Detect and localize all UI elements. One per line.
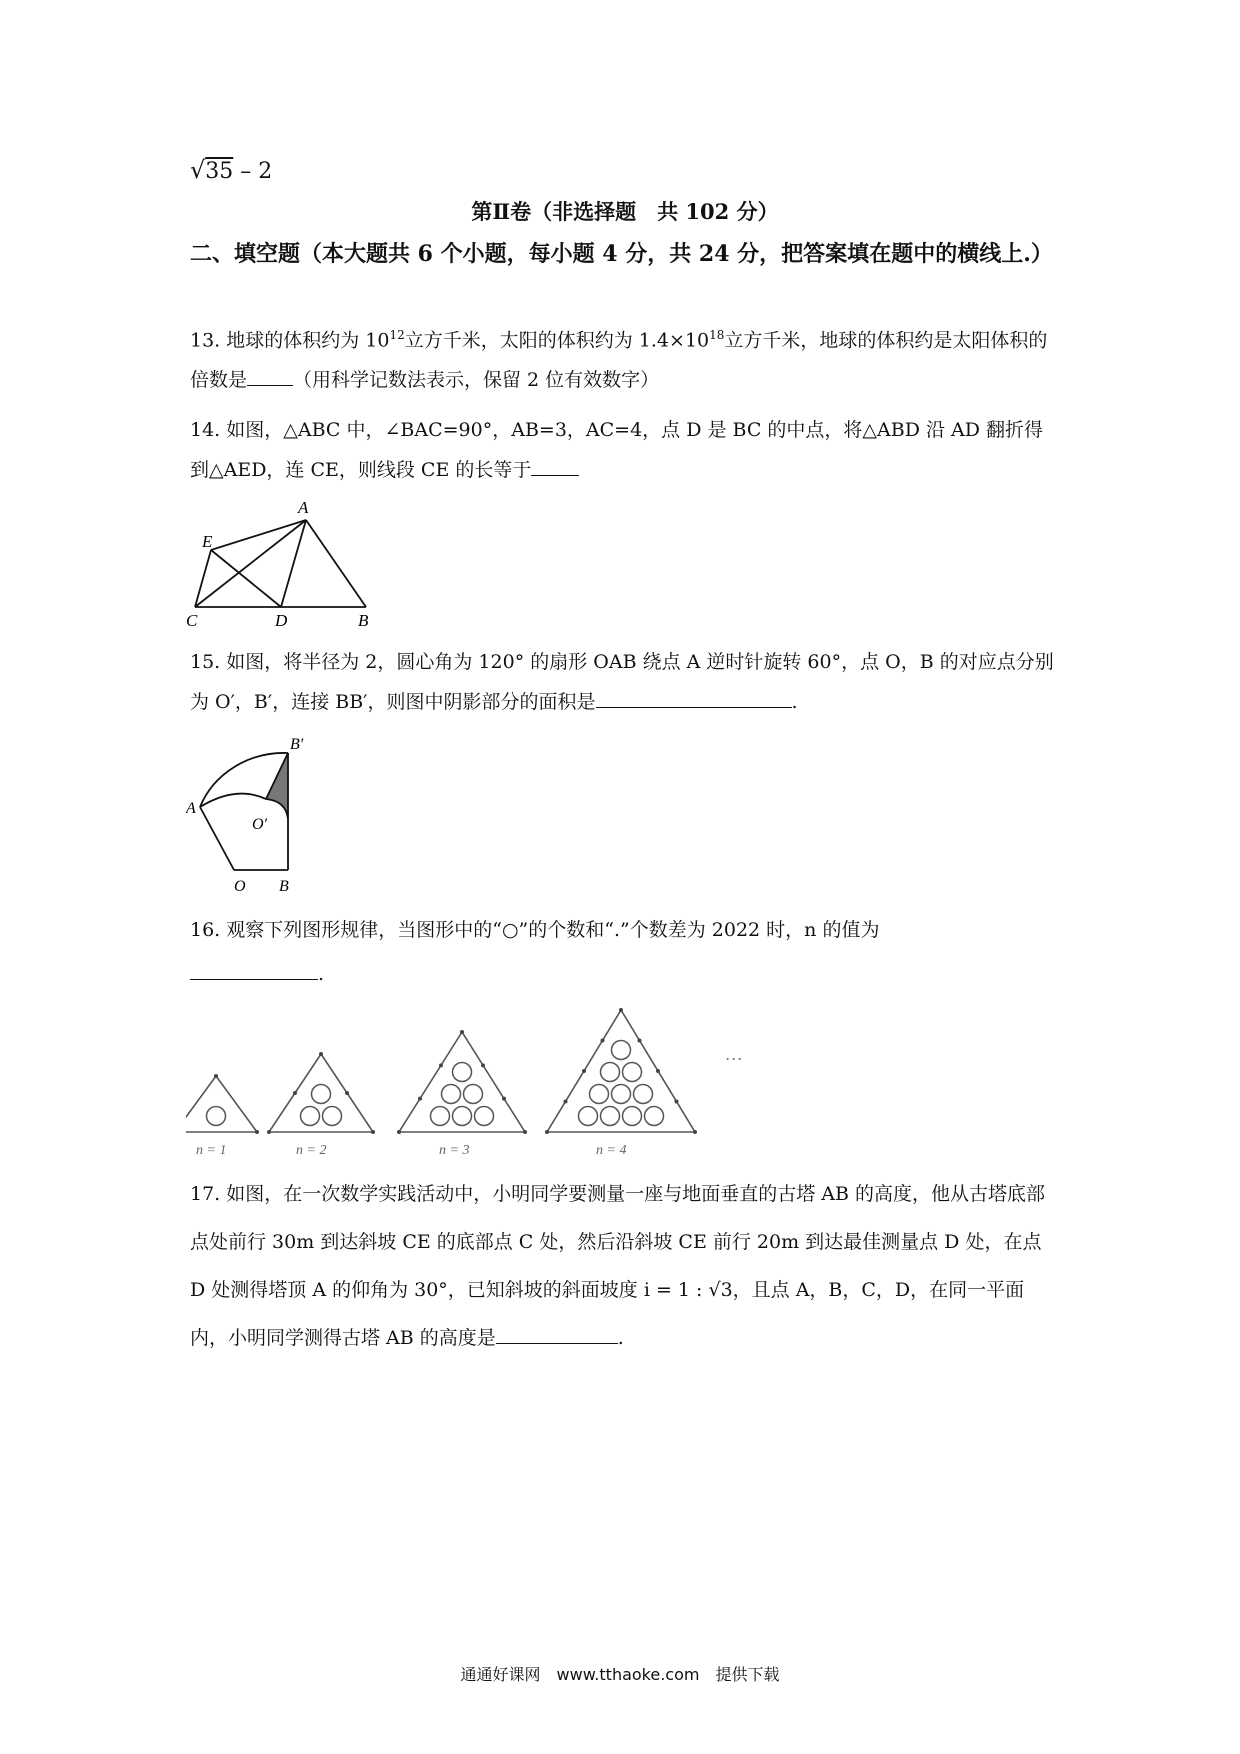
- pattern-dot: [255, 1130, 259, 1134]
- q13-text-4: （用科学记数法表示，保留 2 位有效数字）: [293, 369, 660, 392]
- pattern-dot: [267, 1130, 271, 1134]
- pattern-triangle-2: [269, 1054, 373, 1132]
- question-15: [190, 642, 1060, 722]
- label-D: D: [275, 611, 288, 630]
- q15-answer-blank[interactable]: [596, 689, 792, 708]
- pattern-circle: [579, 1107, 598, 1126]
- pattern-dot: [693, 1130, 697, 1134]
- question-16: [190, 908, 1060, 996]
- q16-text: 16. 观察下列图形规律，当图形中的“○”的个数和“.”个数差为 2022 时，n 的值为: [190, 919, 880, 941]
- label-A: A: [298, 498, 309, 517]
- label-B: B: [279, 878, 289, 895]
- pattern-dot: [619, 1008, 623, 1012]
- q13-answer-blank[interactable]: [247, 367, 293, 386]
- label-n3: n = 3: [439, 1143, 470, 1158]
- q14-figure: [186, 492, 396, 632]
- pattern-dot: [293, 1091, 297, 1095]
- q13-exp-1: 12: [389, 328, 405, 342]
- q13-exp-2: 18: [709, 328, 725, 342]
- pattern-dot: [675, 1100, 679, 1104]
- q15-tail: .: [791, 691, 798, 713]
- question-13: [190, 315, 1060, 400]
- prev-answer: √35 – 2: [190, 156, 273, 184]
- pattern-circle: [301, 1107, 320, 1126]
- pattern-dot: [418, 1097, 422, 1101]
- pattern-circle: [475, 1107, 494, 1126]
- pattern-dot: [523, 1130, 527, 1134]
- pattern-circle: [453, 1063, 472, 1082]
- label-B: B: [358, 611, 369, 630]
- label-A: A: [186, 800, 196, 817]
- pattern-dot: [345, 1091, 349, 1095]
- footer-credit: 通通好课网 www.tthaoke.com 提供下载: [460, 1665, 780, 1684]
- pattern-dot: [638, 1039, 642, 1043]
- pattern-circle: [312, 1085, 331, 1104]
- q16-tail: .: [318, 963, 325, 985]
- label-C: C: [186, 611, 198, 630]
- label-O: O: [234, 878, 246, 895]
- pattern-circle: [464, 1085, 483, 1104]
- pattern-circle: [634, 1085, 653, 1104]
- pattern-circle: [590, 1085, 609, 1104]
- pattern-circle: [601, 1107, 620, 1126]
- pattern-dot: [502, 1097, 506, 1101]
- pattern-dot: [656, 1069, 660, 1073]
- pattern-circle: [612, 1085, 631, 1104]
- pattern-dot: [564, 1100, 568, 1104]
- q13-text-1: 13. 地球的体积约为 10: [190, 329, 390, 352]
- pattern-triangle-4: [547, 1010, 695, 1132]
- q14-answer-blank[interactable]: [531, 457, 579, 476]
- radicand: 35: [205, 159, 234, 184]
- pattern-dot: [601, 1039, 605, 1043]
- pattern-circle: [623, 1063, 642, 1082]
- pattern-circle: [453, 1107, 472, 1126]
- question-17: [190, 1170, 1060, 1362]
- label-O-prime: O′: [252, 816, 268, 833]
- q15-text: 15. 如图，将半径为 2，圆心角为 120° 的扇形 OAB 绕点 A 逆时针旋转 60°，点 O，B 的对应点分别为 O′，B′，连接 BB′，则图中阴影部分的面积是: [190, 651, 1054, 713]
- label-n4: n = 4: [596, 1143, 627, 1158]
- section-title: 第Ⅱ卷（非选择题 共 102 分）: [471, 199, 779, 224]
- pattern-dot: [481, 1063, 485, 1067]
- q17-tail: .: [617, 1327, 624, 1349]
- pattern-dot: [439, 1063, 443, 1067]
- pattern-dot: [371, 1130, 375, 1134]
- pattern-dot: [397, 1130, 401, 1134]
- label-n1: n = 1: [196, 1143, 227, 1158]
- q15-figure: [186, 725, 346, 895]
- q17-answer-blank[interactable]: [496, 1325, 618, 1344]
- q13-text-2: 立方千米，太阳的体积约为 1.4×10: [404, 329, 710, 352]
- prev-answer-rest: – 2: [233, 159, 273, 184]
- q13-text-3: 立方千米，地球的体积约是太阳体积的倍数是: [190, 329, 1048, 392]
- pattern-circle: [623, 1107, 642, 1126]
- pattern-dot: [319, 1052, 323, 1056]
- label-B-prime: B′: [290, 736, 304, 753]
- q17-text: 17. 如图，在一次数学实践活动中，小明同学要测量一座与地面垂直的古塔 AB 的高度，他从古塔底部点处前行 30m 到达斜坡 CE 的底部点 C 处，然后沿斜坡 CE 前行 20m 到达最佳测量点 D 处，在点 D 处测得塔顶 A 的仰角为 30°，已知斜坡的斜面坡度 i = 1 : √3，且点 A，B，C，D，在同一平面内，小明同学测得古塔 AB 的高度是: [190, 1183, 1046, 1349]
- label-E: E: [202, 532, 213, 551]
- pattern-circle: [612, 1041, 631, 1060]
- q16-answer-blank[interactable]: [190, 961, 318, 980]
- pattern-circle: [431, 1107, 450, 1126]
- question-14: [190, 410, 1060, 490]
- pattern-circle: [323, 1107, 342, 1126]
- pattern-dot: [460, 1030, 464, 1034]
- pattern-circle: [601, 1063, 620, 1082]
- part2-heading: 二、填空题（本大题共 6 个小题，每小题 4 分，共 24 分，把答案填在题中的横线上.）: [190, 241, 1053, 267]
- pattern-dot: [582, 1069, 586, 1073]
- pattern-dot: [545, 1130, 549, 1134]
- pattern-circle: [207, 1107, 226, 1126]
- pattern-circle: [645, 1107, 664, 1126]
- pattern-dot: [214, 1074, 218, 1078]
- label-n2: n = 2: [296, 1143, 327, 1158]
- q14-text: 14. 如图，△ABC 中，∠BAC=90°，AB=3，AC=4，点 D 是 BC 的中点，将△ABD 沿 AD 翻折得到△AED，连 CE，则线段 CE 的长等于: [190, 419, 1044, 481]
- q16-figure: [186, 1000, 766, 1160]
- ellipsis: …: [726, 1044, 743, 1064]
- pattern-circle: [442, 1085, 461, 1104]
